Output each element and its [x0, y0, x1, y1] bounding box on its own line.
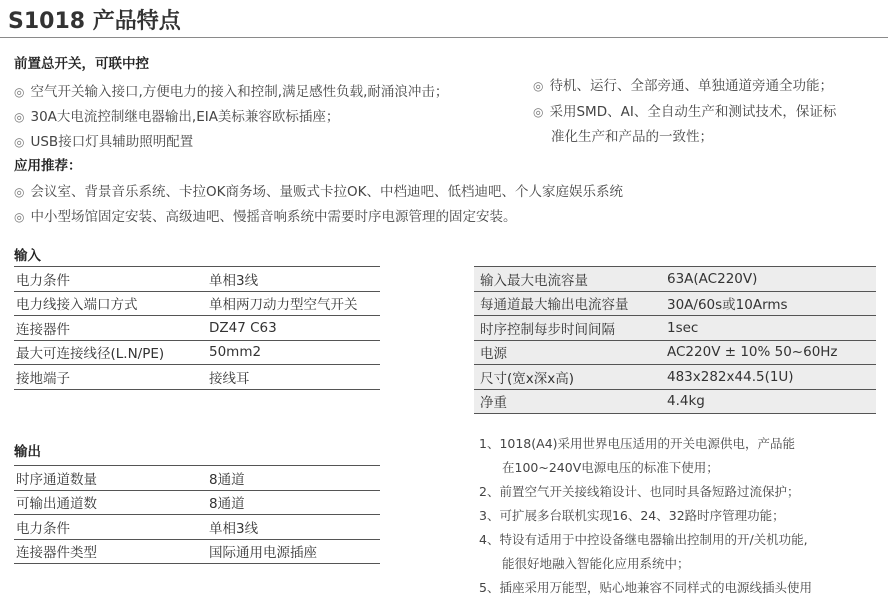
applications-heading: 应用推荐： — [14, 158, 82, 174]
row-value: AC220V ± 10% 50~60Hz — [667, 344, 838, 361]
feature-item — [14, 80, 448, 100]
row-label: 输入最大电流容量 — [480, 272, 588, 289]
input-heading: 输入 — [14, 248, 41, 264]
row-label: 连接器件类型 — [16, 545, 97, 562]
row-value: 4.4kg — [667, 393, 705, 410]
row-value: 50mm2 — [209, 344, 262, 361]
feature-item — [533, 100, 836, 120]
feature-text: 待机、运行、全部旁通、单独通道旁通全功能； — [549, 78, 833, 94]
row-value: 国际通用电源插座 — [209, 545, 317, 562]
note-line: 3、可扩展多台联机实现16、24、32路时序管理功能； — [479, 508, 785, 523]
table-row — [474, 390, 876, 415]
bullet-icon: ◎ — [14, 185, 25, 199]
table-row — [14, 491, 380, 516]
table-row — [14, 365, 380, 390]
row-label: 时序通道数量 — [16, 471, 97, 488]
row-value: 单相两刀动力型空气开关 — [209, 297, 358, 314]
feature-item — [14, 130, 193, 150]
row-value: 1sec — [667, 319, 699, 336]
row-value: 8通道 — [209, 471, 245, 488]
application-text: 会议室、背景音乐系统、卡拉OK商务场、量贩式卡拉OK、中档迪吧、低档迪吧、个人家庭娱乐系统 — [30, 184, 623, 200]
note-line: 5、插座采用万能型，贴心地兼容不同样式的电源线插头使用 — [479, 580, 812, 595]
feature-text-continued: 准化生产和产品的一致性； — [551, 129, 713, 145]
feature-item — [14, 105, 339, 125]
input-spec-table — [14, 266, 380, 390]
row-label: 电源 — [480, 346, 507, 363]
note-line: 1、1018(A4)采用世界电压适用的开关电源供电，产品能 — [479, 436, 796, 451]
application-item — [14, 180, 623, 200]
feature-item — [533, 74, 833, 94]
title-divider — [0, 37, 888, 38]
bullet-icon: ◎ — [533, 79, 544, 93]
application-text: 中小型场馆固定安装、高级迪吧、慢摇音响系统中需要时序电源管理的固定安装。 — [30, 209, 517, 225]
row-label: 尺寸(宽x深x高) — [480, 370, 575, 387]
note-line: 4、特设有适用于中控设备继电器输出控制用的开/关机功能, — [479, 532, 808, 547]
table-row — [474, 341, 876, 366]
bullet-icon: ◎ — [14, 110, 25, 124]
features-heading: 前置总开关，可联中控 — [14, 56, 149, 72]
application-item — [14, 205, 516, 225]
row-value: 63A(AC220V) — [667, 270, 758, 287]
note-line: 2、前置空气开关接线箱设计、也同时具备短路过流保护； — [479, 484, 800, 499]
table-row — [474, 365, 876, 390]
row-label: 每通道最大输出电流容量 — [480, 297, 629, 314]
table-row — [14, 267, 380, 292]
bullet-icon: ◎ — [14, 135, 25, 149]
table-row — [474, 267, 876, 292]
row-value: 接线耳 — [209, 370, 250, 387]
table-row — [14, 515, 380, 540]
row-label: 净重 — [480, 395, 507, 412]
row-label: 电力线接入端口方式 — [16, 297, 138, 314]
table-row — [474, 292, 876, 317]
row-label: 时序控制每步时间间隔 — [480, 321, 615, 338]
feature-text: 空气开关输入接口,方便电力的接入和控制,满足感性负载,耐涌浪冲击； — [30, 84, 449, 100]
output-heading: 输出 — [14, 444, 41, 460]
row-label: 接地端子 — [16, 370, 70, 387]
table-row — [474, 316, 876, 341]
row-value: 单相3线 — [209, 520, 259, 537]
feature-text: 采用SMD、AI、全自动生产和测试技术，保证标 — [549, 104, 837, 120]
row-label: 电力条件 — [16, 520, 70, 537]
row-value: 483x282x44.5(1U) — [667, 368, 794, 385]
row-label: 可输出通道数 — [16, 496, 97, 513]
page-title: S1018 产品特点 — [8, 9, 181, 34]
bullet-icon: ◎ — [533, 105, 544, 119]
row-value: 单相3线 — [209, 272, 259, 289]
table-row — [14, 341, 380, 366]
row-label: 最大可连接线径(L.N/PE) — [16, 346, 165, 363]
spec-table — [474, 266, 876, 414]
bullet-icon: ◎ — [14, 210, 25, 224]
row-label: 电力条件 — [16, 272, 70, 289]
row-value: DZ47 C63 — [209, 319, 277, 336]
row-value: 30A/60s或10Arms — [667, 297, 788, 314]
note-line: 能很好地融入智能化应用系统中； — [502, 556, 690, 571]
table-row — [14, 316, 380, 341]
table-row — [14, 466, 380, 491]
feature-text: 30A大电流控制继电器输出,EIA美标兼容欧标插座； — [30, 109, 340, 125]
row-value: 8通道 — [209, 496, 245, 513]
bullet-icon: ◎ — [14, 85, 25, 99]
row-label: 连接器件 — [16, 321, 70, 338]
table-row — [14, 540, 380, 565]
feature-text: USB接口灯具辅助照明配置 — [30, 134, 194, 150]
output-spec-table — [14, 465, 380, 564]
table-row — [14, 292, 380, 317]
note-line: 在100~240V电源电压的标准下使用； — [502, 460, 719, 475]
